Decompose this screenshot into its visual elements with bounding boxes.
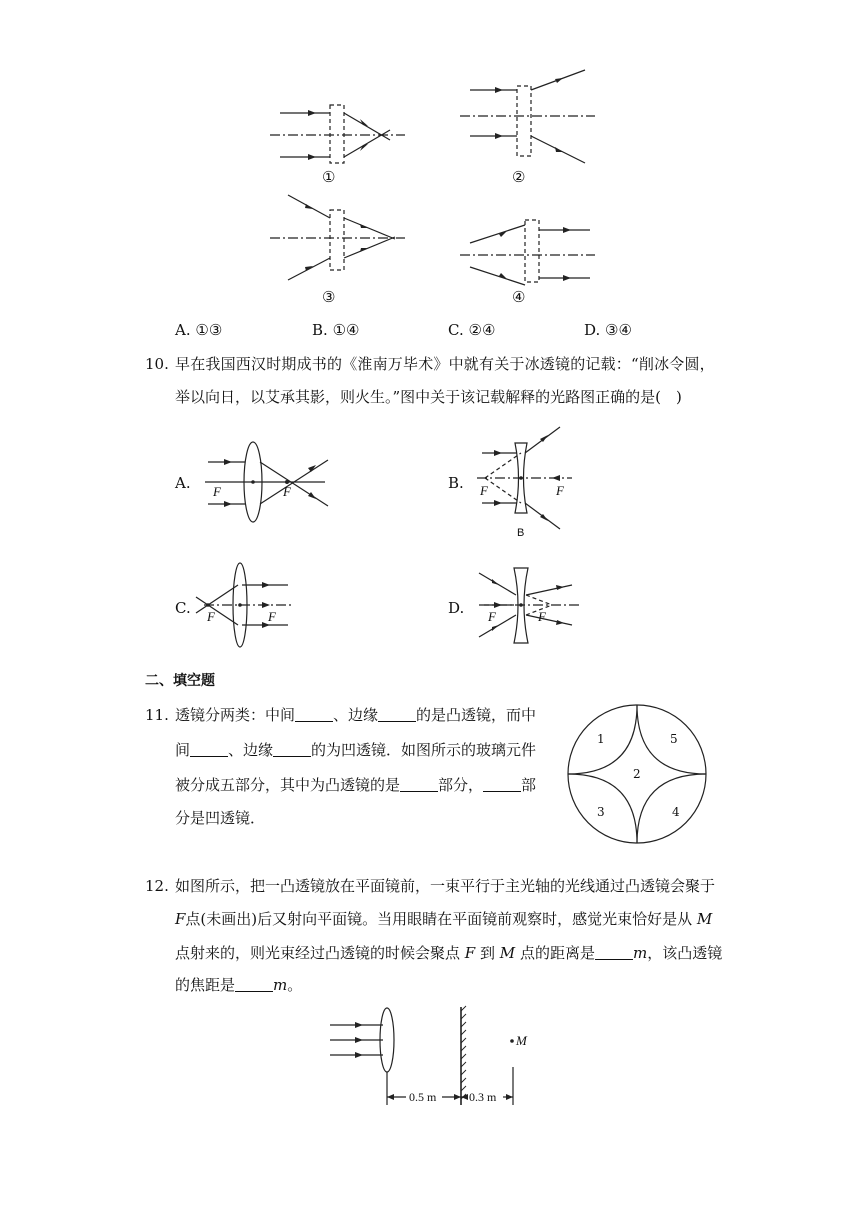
q11-line3: [175, 775, 536, 795]
q12-symbol: M: [499, 944, 516, 962]
q10-number: 10.: [145, 355, 169, 373]
q12-symbol: F: [175, 910, 186, 928]
q10-figure-b[interactable]: [472, 425, 582, 530]
option-text: ①③: [195, 321, 223, 339]
q10-c-focus-right: F: [268, 609, 276, 624]
q9-figure-3: [260, 190, 410, 285]
q10-b-focus-left: F: [480, 483, 488, 498]
q10-d-focus-right: F: [538, 609, 546, 624]
q12-text: 点的距离是: [519, 944, 595, 962]
q12-symbol: F: [464, 944, 476, 962]
q12-number: 12.: [145, 877, 169, 895]
q12-text: 。: [287, 976, 303, 994]
q11-text: 部分，: [438, 776, 484, 794]
option-text: ②④: [468, 321, 496, 339]
q11-blank-5[interactable]: [400, 777, 438, 792]
q12-blank-1[interactable]: [595, 945, 633, 960]
q10-figure-c[interactable]: [196, 560, 296, 650]
q9-option-b[interactable]: [312, 320, 359, 340]
option-letter: C.: [448, 321, 464, 339]
q10-text-line2: 举以向日，以艾承其影，则火生。”图中关于该记载解释的光路图正确的是( ): [175, 388, 682, 406]
q10-c-focus-left: F: [207, 609, 215, 624]
q9-option-d[interactable]: [584, 320, 632, 340]
q11-blank-1[interactable]: [295, 707, 333, 722]
q9-option-c[interactable]: [448, 320, 495, 340]
q11-line4: 分是凹透镜．: [175, 809, 266, 827]
q11-text: 透镜分两类：中间: [175, 706, 296, 724]
q9-figure-4: [455, 210, 605, 290]
q12-text: 到: [480, 944, 496, 962]
q10-a-focus-right: F: [283, 484, 291, 499]
q9-option-a[interactable]: [175, 320, 222, 340]
q11-text: 的是凸透镜，而中: [416, 706, 537, 724]
q12-line1: 如图所示，把一凸透镜放在平面镜前，一束平行于主光轴的光线通过凸透镜会聚于: [175, 877, 716, 895]
q11-blank-4[interactable]: [273, 742, 311, 757]
q11-line2: [175, 740, 536, 760]
q10-option-d-label[interactable]: D.: [448, 599, 465, 617]
q11-part-1: 1: [597, 732, 605, 746]
q9-fig1-label: ①: [322, 170, 336, 186]
q9-figure-2: [455, 68, 605, 173]
q10-option-b-label[interactable]: B.: [448, 474, 464, 492]
q11-blank-2[interactable]: [378, 707, 416, 722]
option-text: ①④: [332, 321, 360, 339]
q11-text: 部: [521, 776, 537, 794]
q12-text: ，该凸透镜: [647, 944, 723, 962]
q9-fig2-label: ②: [512, 170, 526, 186]
q11-text: 间: [175, 741, 191, 759]
q11-text: 、边缘: [228, 741, 274, 759]
q10-text-line1: 早在我国西汉时期成书的《淮南万毕术》中就有关于冰透镜的记载：“削冰令圆，: [175, 355, 715, 373]
q11-text: 被分成五部分，其中为凸透镜的是: [175, 776, 401, 794]
section-title-fill-blank: 二、填空题: [145, 673, 215, 689]
q11-text: 的为凹透镜．如图所示的玻璃元件: [311, 741, 537, 759]
q12-blank-2[interactable]: [235, 977, 273, 992]
q11-part-3: 3: [597, 805, 605, 819]
q11-blank-3[interactable]: [190, 742, 228, 757]
q12-point-m: M: [516, 1033, 527, 1048]
q9-figure-1: [260, 95, 410, 175]
q11-number: 11.: [145, 706, 169, 724]
q12-text: 的焦距是: [175, 976, 236, 994]
q11-text: 、边缘: [333, 706, 379, 724]
q10-b-caption: B: [517, 527, 525, 539]
q10-option-c-label[interactable]: C.: [175, 599, 191, 617]
q11-part-4: 4: [672, 805, 680, 819]
q10-b-focus-right: F: [556, 483, 564, 498]
q10-d-focus-left: F: [488, 609, 496, 624]
option-letter: B.: [312, 321, 328, 339]
q10-figure-a[interactable]: [200, 440, 340, 525]
q12-line2: [175, 909, 712, 929]
q10-option-a-label[interactable]: A.: [175, 474, 191, 492]
option-letter: D.: [584, 321, 601, 339]
q9-fig4-label: ④: [512, 290, 526, 306]
q11-part-2: 2: [633, 767, 641, 781]
q11-part-5: 5: [670, 732, 678, 746]
q9-fig3-label: ③: [322, 290, 336, 306]
q11-line1: [175, 705, 536, 725]
option-letter: A.: [175, 321, 191, 339]
q12-line3: [175, 943, 722, 963]
q10-figure-d[interactable]: [474, 563, 584, 648]
q12-line4: [175, 975, 302, 995]
q10-a-focus-left: F: [213, 484, 221, 499]
q12-distance-mirror-m: 0.3 m: [469, 1090, 497, 1104]
q12-unit: m: [273, 976, 288, 994]
option-text: ③④: [605, 321, 632, 339]
q12-distance-lens-mirror: 0.5 m: [409, 1090, 437, 1104]
q12-text: 点(未画出)后又射向平面镜。当用眼睛在平面镜前观察时，感觉光束恰好是从: [185, 910, 693, 928]
q11-blank-6[interactable]: [483, 777, 521, 792]
q12-symbol: M: [696, 910, 713, 928]
q12-unit: m: [632, 944, 648, 962]
q12-text: 点射来的，则光束经过凸透镜的时候会聚点: [175, 944, 461, 962]
